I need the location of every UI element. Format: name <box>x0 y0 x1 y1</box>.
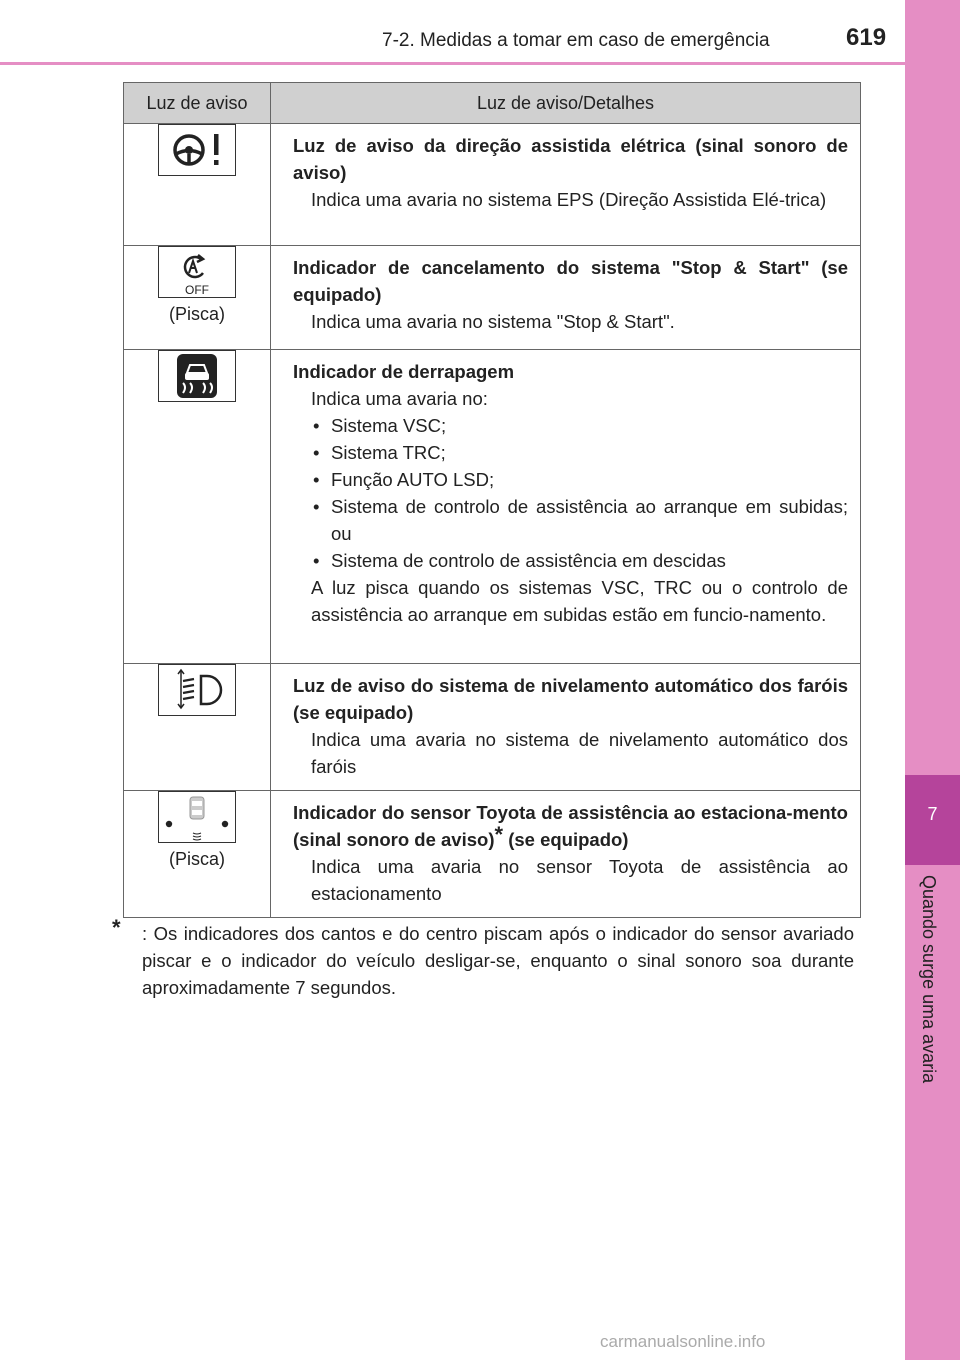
row-text: Indica uma avaria no sistema "Stop & Start". <box>311 311 675 332</box>
col-header-icon: Luz de aviso <box>124 83 271 124</box>
row-text: Indica uma avaria no sensor Toyota de assistência ao estacionamento <box>311 856 848 904</box>
footer-watermark: carmanualsonline.info <box>600 1332 766 1351</box>
headlight-leveling-icon <box>158 664 236 716</box>
header-rule <box>0 62 905 65</box>
warning-table <box>123 82 861 918</box>
row-title: Luz de aviso do sistema de nivelamento automático dos faróis (se equipado) <box>293 675 848 723</box>
row-title-part: Indicador do sensor Toyota de assistência ao estaciona-mento (sinal sonoro de aviso) <box>293 802 848 850</box>
row-title-suffix: (se equipado) <box>503 829 629 850</box>
description-cell <box>271 246 861 350</box>
icon-cell <box>124 246 271 350</box>
row-title: Indicador de cancelamento do sistema "Stop & Start" (se equipado) <box>293 257 848 305</box>
list-item: • Sistema de controlo de assistência em descidas <box>311 547 848 574</box>
list-item: • Sistema TRC; <box>311 439 848 466</box>
icon-cell <box>124 124 271 246</box>
icon-cell <box>124 664 271 791</box>
eps-steering-warning-icon <box>158 124 236 176</box>
row-text: Indica uma avaria no sistema de nivelamento automático dos faróis <box>311 729 848 777</box>
footnote <box>112 915 854 1001</box>
section-title: 7-2. Medidas a tomar em caso de emergência <box>382 30 770 51</box>
icon-cell <box>124 350 271 664</box>
chapter-number: 7 <box>927 804 938 824</box>
table-row <box>124 791 861 918</box>
row-title: Luz de aviso da direção assistida elétrica (sinal sonoro de aviso) <box>293 135 848 183</box>
blink-note: (Pisca) <box>168 849 225 869</box>
list-item: • Sistema VSC; <box>311 412 848 439</box>
row-title: Indicador de derrapagem <box>293 361 515 382</box>
slip-indicator-icon <box>158 350 236 402</box>
row-title <box>293 799 848 853</box>
chapter-label: Quando surge uma avaria <box>919 875 939 1084</box>
row-text: Indica uma avaria no: <box>311 388 488 409</box>
description-cell <box>271 791 861 918</box>
bullet-list <box>293 412 848 574</box>
page-number: 619 <box>846 24 887 51</box>
icon-cell <box>124 791 271 918</box>
row-text-2: A luz pisca quando os sistemas VSC, TRC ou o controlo de assistência ao arranque em subidas estão em funcio-namento. <box>311 577 848 625</box>
row-text: Indica uma avaria no sistema EPS (Direção Assistida Elé-trica) <box>311 189 827 210</box>
stop-start-off-icon <box>158 246 236 298</box>
parking-sensor-icon <box>158 791 236 843</box>
table-header-row <box>124 83 861 124</box>
footnote-marker: * <box>112 915 121 940</box>
table-row <box>124 124 861 246</box>
side-tab <box>905 0 960 1360</box>
col-header-details: Luz de aviso/Detalhes <box>271 83 861 124</box>
footnote-text: : Os indicadores dos cantos e do centro piscam após o indicador do sensor avariado piscar e o indicador do veículo desligar-se, enquanto o sinal sonoro soa durante aproximadamente 7 segundos. <box>142 923 854 998</box>
blink-note: (Pisca) <box>168 304 225 324</box>
table-row <box>124 246 861 350</box>
description-cell <box>271 350 861 664</box>
description-cell <box>271 124 861 246</box>
table-row <box>124 350 861 664</box>
footnote-marker: * <box>494 822 504 847</box>
list-item: • Sistema de controlo de assistência ao arranque em subidas; ou <box>311 493 848 547</box>
icon-off-label: OFF <box>185 283 209 297</box>
table-row <box>124 664 861 791</box>
description-cell <box>271 664 861 791</box>
list-item: • Função AUTO LSD; <box>311 466 848 493</box>
